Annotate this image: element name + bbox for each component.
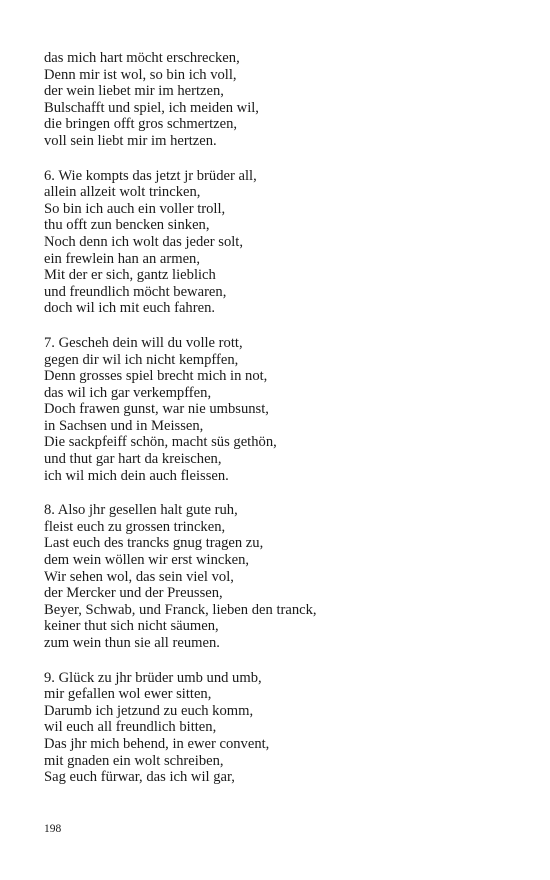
stanza-6	[44, 168, 524, 317]
verse-line: allein allzeit wolt trincken,	[44, 184, 201, 201]
verse-line: voll sein liebt mir im hertzen.	[44, 132, 217, 149]
verse-line: Darumb ich jetzund zu euch komm,	[44, 702, 254, 719]
verse-line: keiner thut sich nicht säumen,	[44, 618, 219, 635]
verse-line: Das jhr mich behend, in ewer convent,	[44, 735, 270, 752]
verse-line: der wein liebet mir im hertzen,	[44, 83, 224, 100]
verse-line: ich wil mich dein auch fleissen.	[44, 467, 229, 484]
verse-line: in Sachsen und in Meissen,	[44, 417, 204, 434]
verse-line: Last euch des trancks gnug tragen zu,	[44, 535, 264, 552]
verse-line: zum wein thun sie all reumen.	[44, 635, 220, 651]
verse-line: Doch frawen gunst, war nie umbsunst,	[44, 401, 269, 418]
verse-line: dem wein wöllen wir erst wincken,	[44, 552, 250, 569]
verse-line: Wir sehen wol, das sein viel vol,	[44, 568, 234, 585]
verse-line: Beyer, Schwab, und Franck, lieben den tranck,	[44, 601, 317, 618]
verse-line: 7. Gescheh dein will du volle rott,	[44, 334, 243, 351]
verse-line: der Mercker und der Preussen,	[44, 585, 223, 602]
verse-line: und thut gar hart da kreischen,	[44, 451, 222, 468]
verse-line: Bulschafft und spiel, ich meiden wil,	[44, 99, 259, 116]
verse-line: mit gnaden ein wolt schreiben,	[44, 752, 224, 769]
verse-line: und freundlich möcht bewaren,	[44, 283, 227, 300]
verse-line: wil euch all freundlich bitten,	[44, 719, 217, 736]
page-number: 198	[44, 823, 62, 835]
verse-line: das mich hart möcht erschrecken,	[44, 50, 240, 66]
stanza-8	[44, 502, 524, 651]
verse-line: die bringen offt gros schmertzen,	[44, 116, 238, 133]
verse-line: 8. Also jhr gesellen halt gute ruh,	[44, 502, 238, 519]
verse-line: 6. Wie kompts das jetzt jr brüder all,	[44, 167, 257, 184]
verse-line: Denn mir ist wol, so bin ich voll,	[44, 66, 237, 83]
verse-line: So bin ich auch ein voller troll,	[44, 200, 226, 217]
verse-line: Die sackpfeiff schön, macht süs gethön,	[44, 434, 277, 451]
verse-line: Noch denn ich wolt das jeder solt,	[44, 233, 243, 250]
poem-text	[44, 50, 524, 804]
verse-line: das wil ich gar verkempffen,	[44, 384, 212, 401]
verse-line: Sag euch fürwar, das ich wil gar,	[44, 769, 235, 786]
stanza-continuation	[44, 50, 524, 150]
verse-line: gegen dir wil ich nicht kempffen,	[44, 351, 239, 368]
stanza-7	[44, 335, 524, 484]
verse-line: ein frewlein han an armen,	[44, 250, 200, 267]
verse-line: doch wil ich mit euch fahren.	[44, 300, 216, 317]
verse-line: Denn grosses spiel brecht mich in not,	[44, 368, 268, 385]
verse-line: Mit der er sich, gantz lieblich	[44, 267, 216, 284]
stanza-9	[44, 670, 524, 786]
verse-line: fleist euch zu grossen trincken,	[44, 518, 226, 535]
verse-line: 9. Glück zu jhr brüder umb und umb,	[44, 669, 262, 686]
verse-line: thu offt zun bencken sinken,	[44, 217, 210, 234]
verse-line: mir gefallen wol ewer sitten,	[44, 686, 212, 703]
